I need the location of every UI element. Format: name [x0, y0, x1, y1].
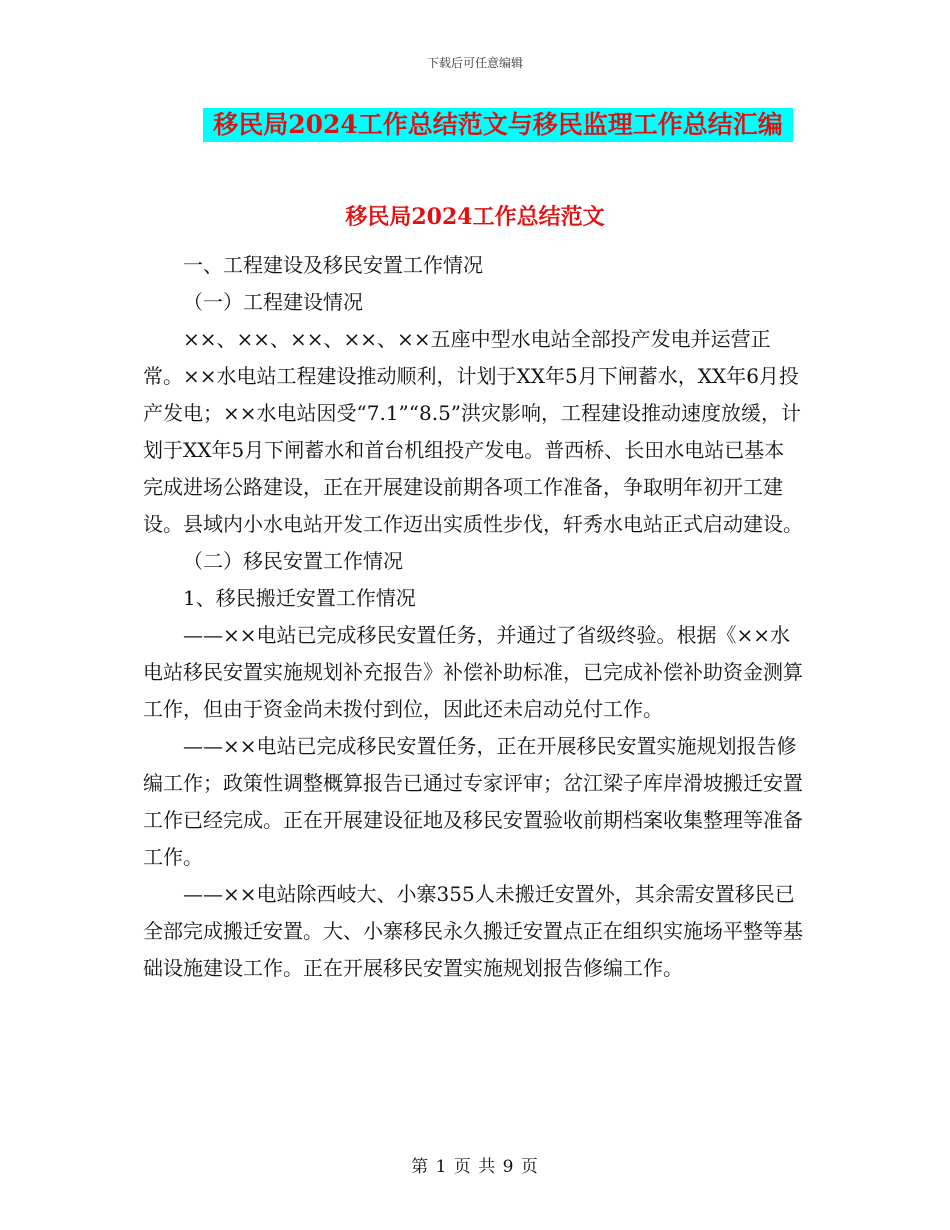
document-title: 移民局2024工作总结范文与移民监理工作总结汇编 [203, 108, 793, 142]
subheading-1: （一）工程建设情况 [183, 290, 363, 314]
section-title: 移民局2024工作总结范文 [345, 204, 605, 230]
paragraph-station-3: ——××电站除西岐大、小寨355人未搬迁安置外，其余需安置移民已全部完成搬迁安置。大、小寨移民永久搬迁安置点正在组织实施场平整等基础设施建设工作。正在开展移民安置实施规划报告修编工作。 [143, 882, 803, 980]
header-note: 下载后可任意编辑 [426, 56, 523, 70]
heading-1: 一、工程建设及移民安置工作情况 [183, 253, 483, 277]
subheading-2-1: 1、移民搬迁安置工作情况 [183, 586, 416, 610]
paragraph-station-2: ——××电站已完成移民安置任务，正在开展移民安置实施规划报告修编工作；政策性调整概算报告已通过专家评审；岔江梁子库岸滑坡搬迁安置工作已经完成。正在开展建设征地及移民安置验收前期档案收集整理等准备工作。 [143, 734, 803, 869]
page-footer: 第 1 页 共 9 页 [411, 1157, 539, 1177]
paragraph-engineering: ××、××、××、××、××五座中型水电站全部投产发电并运营正常。××水电站工程建设推动顺利，计划于XX年5月下闸蓄水，XX年6月投产发电；××水电站因受“7.1”“8.5”洪灾影响，工程建设推动速度放缓，计划于XX年5月下闸蓄水和首台机组投产发电。普西桥、长田水电站已基本完成进场公路建设，正在开展建设前期各项工作准备，争取明年初开工建设。县域内小水电站开发工作迈出实质性步伐，轩秀水电站正式启动建设。 [143, 327, 803, 536]
subheading-2: （二）移民安置工作情况 [183, 549, 403, 573]
document-body [143, 247, 803, 987]
paragraph-station-1: ——××电站已完成移民安置任务，并通过了省级终验。根据《××水电站移民安置实施规划补充报告》补偿补助标准，已完成补偿补助资金测算工作，但由于资金尚未拨付到位，因此还未启动兑付工作。 [143, 623, 803, 721]
